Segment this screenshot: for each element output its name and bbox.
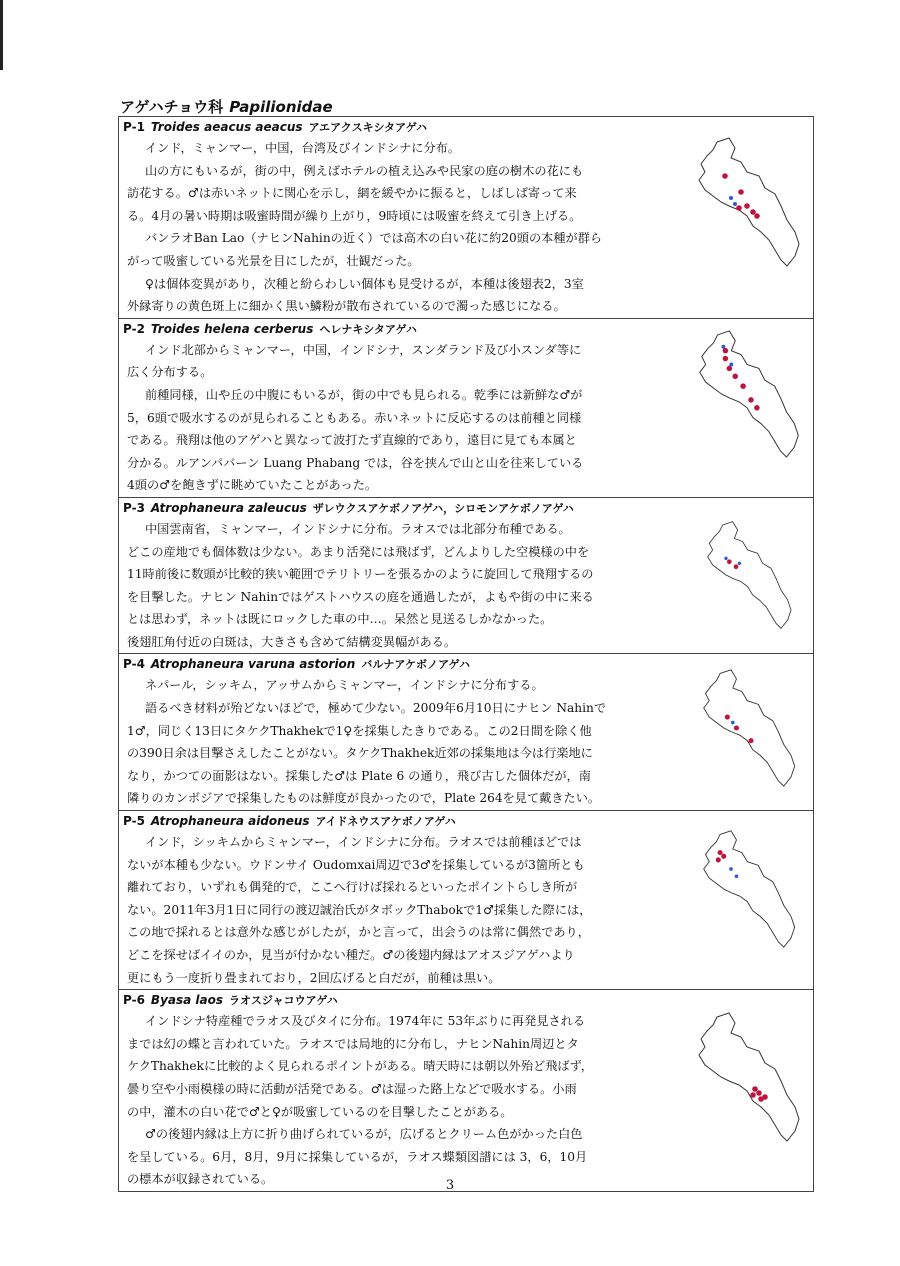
species-table [118, 116, 814, 1192]
species-code: P-5 [123, 814, 145, 829]
body-line: 分かる。ルアンパバーン Luang Phabang では，谷を挟んで山と山を往来している [127, 455, 584, 470]
species-code: P-3 [123, 500, 145, 515]
scientific-name: Byasa laos [150, 993, 224, 1008]
page-number: 3 [445, 1178, 455, 1193]
distribution-map [695, 668, 807, 788]
body-line: どこを探せばイイのか，見当が付かない種だ。♂の後翅内縁はアオスジアゲハより [127, 948, 575, 962]
record-dot-blue [724, 557, 727, 560]
body-line: 前種同様，山や丘の中腹にもいるが，街の中でも見られる。乾季には新鮮な♂が [145, 387, 583, 402]
body-line: 外縁寄りの黄色斑上に細かく黒い鱗粉が散布されているので濁った感じになる。 [127, 299, 566, 314]
body-line: ネパール，シッキム，アッサムからミャンマー，インドシナに分布する。 [145, 678, 544, 693]
record-dot-red [721, 854, 726, 859]
body-line: を呈している。6月，8月，9月に採集しているが，ラオス蝶類図譜には 3，6，10月 [127, 1149, 588, 1164]
body-line: この地で採れるとは意外な感じがしたが，かと言って，出会うのは常に偶然であり， [127, 925, 590, 940]
record-dot-red [748, 739, 753, 744]
laos-map-icon [695, 829, 807, 949]
body-line: インド，シッキムからミャンマー，インドシナに分布。ラオスでは前種ほどでは [145, 835, 582, 850]
body-line: ケクThakhekに比較的よく見られるポイントがある。晴天時には朝以外殆ど飛ばず， [127, 1059, 593, 1074]
body-line: 11時前後に数頭が比較的狭い範囲でテリトリーを張るかのように旋回して飛翔するの [127, 567, 594, 582]
body-line: 中国雲南省，ミャンマー，インドシナに分布。ラオスでは北部分布種である。 [145, 521, 571, 536]
body-line: 5，6頭で吸水するのが見られることもある。赤いネットに反応するのは前種と同様 [127, 410, 582, 425]
body-line: 離れており，いずれも偶発的で，ここへ行けば採れるといったポイントらしき所が [127, 880, 578, 895]
laos-outline [704, 831, 795, 947]
body-line: 語るべき材料が殆どないほどで，極めて少ない。2009年6月10日にナヒン Nahinで [145, 701, 607, 716]
record-dot-red [750, 1092, 756, 1098]
japanese-name: アエアクスキシタアゲハ [308, 121, 428, 134]
record-dot-red [762, 1094, 768, 1100]
distribution-map [695, 127, 807, 277]
scientific-name: Atrophaneura zaleucus [150, 500, 307, 515]
body-line: ないが本種も少ない。ウドンサイ Oudomxai周辺で3♂を採集しているが3箇所とも [127, 857, 585, 872]
body-line: バンラオBan Lao（ナヒンNahinの近く）では高木の白い花に約20頭の本種が群ら [145, 231, 603, 246]
body-line: る。4月の暑い時期は吸蜜時間が繰り上がり，9時頃には吸蜜を終えて引き上げる。 [127, 208, 582, 223]
record-dot-blue [729, 867, 733, 871]
species-entry [119, 989, 813, 1191]
page-edge-mark [0, 0, 3, 70]
species-entry [119, 653, 813, 810]
body-line: とは思わず，ネットは既にロックした車の中…。呆然と見送るしかなかった。 [127, 612, 553, 627]
record-dot-red [734, 726, 739, 731]
laos-outline [704, 670, 795, 786]
record-dot-red [727, 559, 732, 564]
laos-map-icon [695, 127, 807, 277]
record-dot-red [740, 383, 746, 389]
record-dot-red [754, 405, 760, 411]
body-line: 1♂，同じく13日にタケクThakhekで1♀を採集したきりである。この2日間を除く他 [127, 723, 592, 738]
body-line: インドシナ特産種でラオス及びタイに分布。1974年に 53年ぶりに再発見される [145, 1014, 586, 1029]
laos-outline [699, 138, 799, 266]
species-entry [119, 117, 813, 318]
record-dot-blue [721, 345, 725, 349]
record-dot-red [718, 850, 723, 855]
japanese-name: アイドネウスアケボノアゲハ [315, 815, 456, 829]
record-dot-red [732, 373, 738, 379]
body-line: 広く分布する。 [127, 365, 213, 380]
record-dot-blue [738, 562, 741, 565]
distribution-map [695, 829, 807, 949]
record-dot-red [738, 189, 744, 195]
record-dot-red [722, 173, 728, 179]
body-line: 更にもう一度折り畳まれており，2回広げると白だが，前種は黒い。 [127, 970, 501, 985]
body-line: なり，かつての面影はない。採集した♂は Plate 6 の通り，飛び古した個体だが，南 [127, 768, 591, 783]
body-line: どこの産地でも個体数は少ない。あまり活発には飛ばず，どんよりした空模様の中を [127, 544, 590, 559]
distribution-map [695, 1002, 807, 1152]
body-line: 訪花する。♂は赤いネットに関心を示し，網を緩やかに振ると，しばしば寄って来 [127, 186, 577, 201]
laos-map-icon [695, 329, 807, 459]
body-line: の390日余は目撃さえしたことがない。タケクThakhek近郊の採集地は今は行楽地に [127, 746, 593, 761]
japanese-name: ヘレナキシタアゲハ [319, 322, 417, 336]
record-dot-red [716, 857, 721, 862]
record-dot-red [723, 348, 729, 354]
species-header [119, 811, 813, 831]
scientific-name: Atrophaneura varuna astorion [150, 657, 356, 672]
body-line: ♀は個体変異があり，次種と紛らわしい個体も見受けるが，本種は後翅表2，3室 [145, 276, 584, 291]
record-dot-red [736, 205, 742, 211]
family-heading [120, 96, 333, 117]
japanese-name: ザレウクスアケボノアゲハ，シロモンアケボノアゲハ [312, 501, 574, 515]
body-line: ない。2011年3月1日に同行の渡辺誠治氏がタボックThabokで1♂採集した際には， [127, 902, 592, 917]
body-line: インド，ミャンマー，中国，台湾及びインドシナに分布。 [145, 141, 461, 155]
species-entry [119, 810, 813, 989]
family-name-jp: アゲハチョウ科 [120, 98, 224, 116]
record-dot-blue [733, 202, 737, 206]
laos-map-icon [695, 1002, 807, 1152]
body-line: 曇り空や小雨模様の時に活動が活発である。♂は湿った路上などで吸水する。小雨 [127, 1081, 577, 1096]
record-dot-red [750, 209, 756, 215]
family-name-latin: Papilionidae [229, 98, 333, 116]
species-code: P-4 [123, 657, 145, 672]
record-dot-blue [735, 874, 739, 878]
species-entry [119, 318, 813, 497]
japanese-name: ラオスジャコウアゲハ [229, 994, 338, 1008]
record-dot-red [734, 564, 739, 569]
record-dot-blue [729, 196, 733, 200]
laos-outline [708, 522, 791, 629]
record-dot-red [754, 213, 760, 219]
record-dot-red [748, 397, 754, 403]
japanese-name: バルナアケボノアゲハ [361, 658, 471, 672]
record-dot-blue [731, 721, 735, 725]
body-line: の標本が収録されている。 [127, 1172, 274, 1187]
scientific-name: Atrophaneura aidoneus [150, 814, 310, 829]
laos-map-icon [695, 668, 807, 788]
scientific-name: Troides aeacus aeacus [150, 120, 303, 134]
laos-outline [700, 331, 798, 457]
record-dot-red [727, 365, 733, 371]
body-line: の中，灌木の白い花で♂と♀が吸蜜しているのを目撃したことがある。 [127, 1104, 513, 1119]
distribution-map [695, 520, 807, 630]
laos-map-icon [695, 520, 807, 630]
distribution-map [695, 329, 807, 459]
species-code: P-2 [123, 321, 145, 336]
species-code: P-1 [123, 120, 145, 134]
body-line: ♂の後翅内縁は上方に折り曲げられているが，広げるとクリーム色がかった白色 [145, 1127, 583, 1142]
species-entry [119, 497, 813, 654]
body-line: 4頭の♂を飽きずに眺めていたことがあった。 [127, 478, 378, 493]
species-header [119, 498, 813, 518]
record-dot-red [723, 356, 729, 362]
body-line: インド北部からミャンマー，中国，インドシナ，スンダランド及び小スンダ等に [145, 342, 582, 357]
laos-outline [699, 1013, 799, 1141]
body-line: 後翅肛角付近の白斑は，大きさも含めて結構変異幅がある。 [127, 634, 457, 649]
record-dot-blue [729, 362, 733, 366]
body-line: までは幻の蝶と言われていた。ラオスでは局地的に分布し，ナヒンNahin周辺とタ [127, 1036, 579, 1051]
record-dot-red [756, 1090, 762, 1096]
record-dot-red [752, 1086, 758, 1092]
body-line: 山の方にもいるが，街の中，例えばホテルの植え込みや民家の庭の樹木の花にも [145, 163, 584, 178]
body-line: を目撃した。ナヒン Nahinではゲストハウスの庭を通過したが，よもや街の中に来る [127, 589, 594, 604]
scientific-name: Troides helena cerberus [150, 321, 314, 336]
body-line: 隣りのカンボジアで採集したものは鮮度が良かったので，Plate 264を見て戴きたい。 [127, 791, 601, 806]
record-dot-red [744, 203, 750, 209]
body-line: である。飛翔は他のアゲハと異なって波打たず直線的であり，遠目に見ても本属と [127, 433, 577, 448]
body-line: がって吸蜜している光景を目にしたが，壮観だった。 [127, 253, 420, 268]
species-code: P-6 [123, 993, 145, 1008]
record-dot-red [725, 715, 730, 720]
